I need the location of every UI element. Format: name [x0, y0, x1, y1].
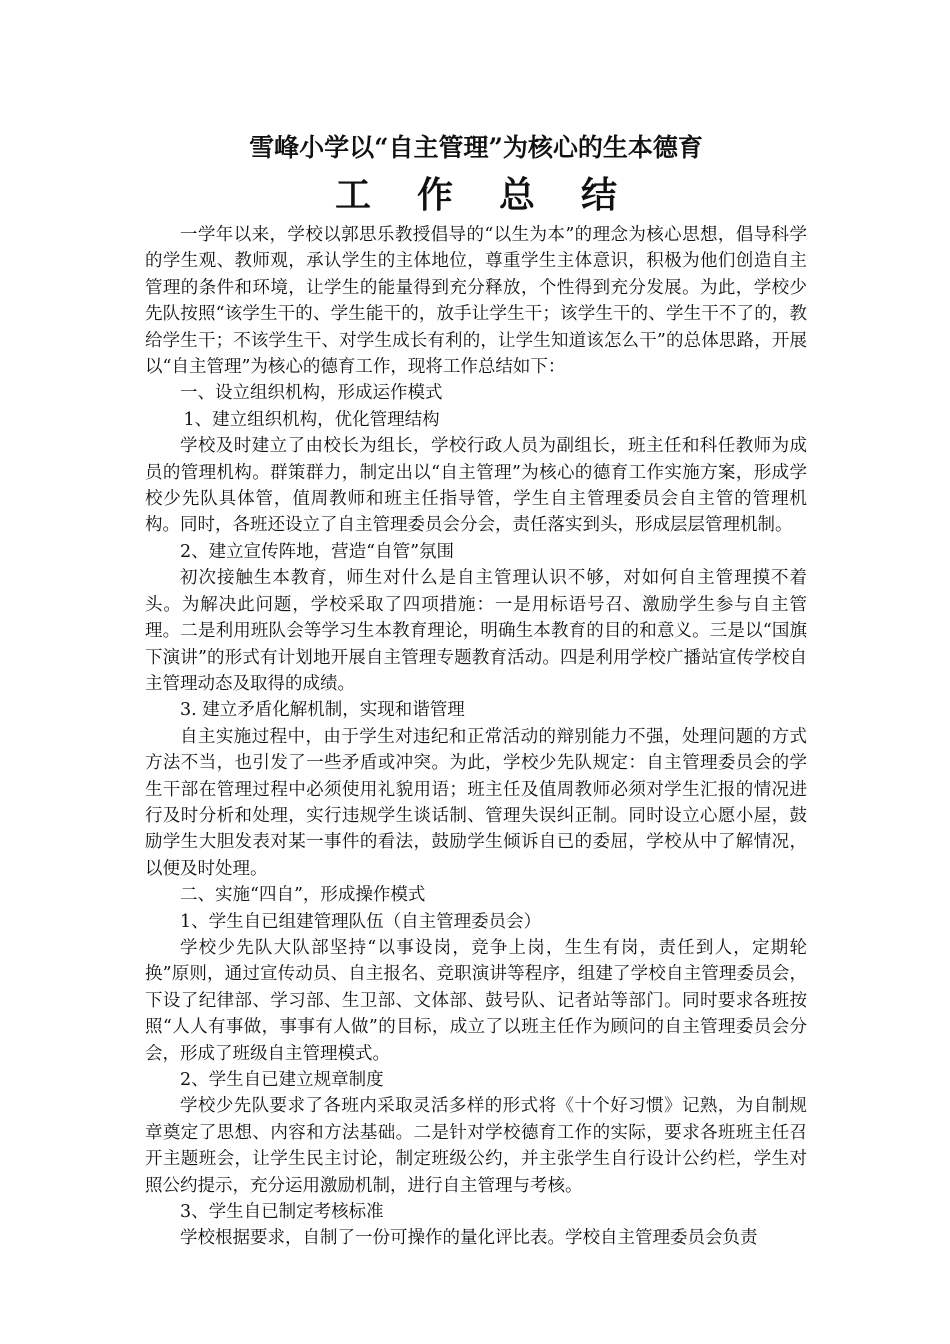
- subsection-heading: 2、建立宣传阵地，营造“自管”氛围: [180, 541, 455, 562]
- subsection-heading: 1、建立组织机构，优化管理结构: [183, 409, 440, 430]
- subsection-heading: 1、学生自已组建管理队伍（自主管理委员会）: [180, 911, 542, 932]
- document-page: [145, 128, 807, 1252]
- section-heading: 二、实施“四自”，形成操作模式: [180, 885, 426, 906]
- section-heading: 一、设立组织机构，形成运作模式: [180, 383, 443, 404]
- document-title: 雪峰小学以“自主管理”为核心的生本德育: [249, 133, 703, 162]
- body-paragraph: 初次接触生本教育，师生对什么是自主管理认识不够，对如何自主管理摸不着头。为解决此问题，学校采取了四项措施：一是用标语号召、激励学生参与自主管理。二是利用班队会等学习生本教育理论，明确生本教育的目的和意义。三是以“国旗下演讲”的形式有计划地开展自主管理专题教育活动。四是利用学校广播站宣传学校自主管理动态及取得的成绩。: [145, 568, 807, 694]
- subsection-heading: 3. 建立矛盾化解机制，实现和谐管理: [180, 700, 465, 721]
- body-paragraph: 学校少先队大队部坚持“以事设岗，竞争上岗，生生有岗，责任到人，定期轮换”原则，通过宣传动员、自主报名、竞职演讲等程序，组建了学校自主管理委员会，下设了纪律部、学习部、生卫部、文体部、鼓号队、记者站等部门。同时要求各班按照“人人有事做，事事有人做”的目标，成立了以班主任作为顾问的自主管理委员会分会，形成了班级自主管理模式。: [145, 937, 807, 1064]
- body-paragraph: 学校根据要求，自制了一份可操作的量化评比表。学校自主管理委员会负责: [180, 1228, 758, 1249]
- body-paragraph: 自主实施过程中，由于学生对违纪和正常活动的辩别能力不强，处理问题的方式方法不当，也引发了一些矛盾或冲突。为此，学校少先队规定：自主管理委员会的学生干部在管理过程中必须使用礼貌用语；班主任及值周教师必须对学生汇报的情况进行及时分析和处理，实行违规学生谈话制、管理失误纠正制。同时设立心愿小屋，鼓励学生大胆发表对某一事件的看法，鼓励学生倾诉自已的委屈，学校从中了解情况，以便及时处理。: [145, 726, 807, 879]
- document-body: [145, 222, 807, 1252]
- subsection-heading: 2、学生自已建立规章制度: [180, 1070, 384, 1090]
- body-paragraph: 学校及时建立了由校长为组长，学校行政人员为副组长，班主任和科任教师为成员的管理机构。群策群力，制定出以“自主管理”为核心的德育工作实施方案，形成学校少先队具体管，值周教师和班主任指导管，学生自主管理委员会自主管的管理机构。同时，各班还设立了自主管理委员会分会，责任落实到头，形成层层管理机制。: [145, 436, 807, 536]
- body-paragraph: 学校少先队要求了各班内采取灵活多样的形式将《十个好习惯》记熟，为自制规章奠定了思想、内容和方法基础。二是针对学校德育工作的实际，要求各班班主任召开主题班会，让学生民主讨论，制定班级公约，并主张学生自行设计公约栏，学生对照公约提示，充分运用激励机制，进行自主管理与考核。: [145, 1096, 807, 1196]
- subsection-heading: 3、学生自已制定考核标准: [180, 1202, 384, 1223]
- body-paragraph: 一学年以来，学校以郭思乐教授倡导的“以生为本”的理念为核心思想，倡导科学的学生观、教师观，承认学生的主体地位，尊重学生主体意识，积极为他们创造自主管理的条件和环境，让学生的能量得到充分释放，个性得到充分发展。为此，学校少先队按照“该学生干的、学生能干的，放手让学生干；该学生干的、学生干不了的，教给学生干；不该学生干、对学生成长有利的，让学生知道该怎么干”的总体思路，开展以“自主管理”为核心的德育工作，现将工作总结如下：: [145, 225, 807, 378]
- document-subtitle: 工作总结: [334, 174, 663, 216]
